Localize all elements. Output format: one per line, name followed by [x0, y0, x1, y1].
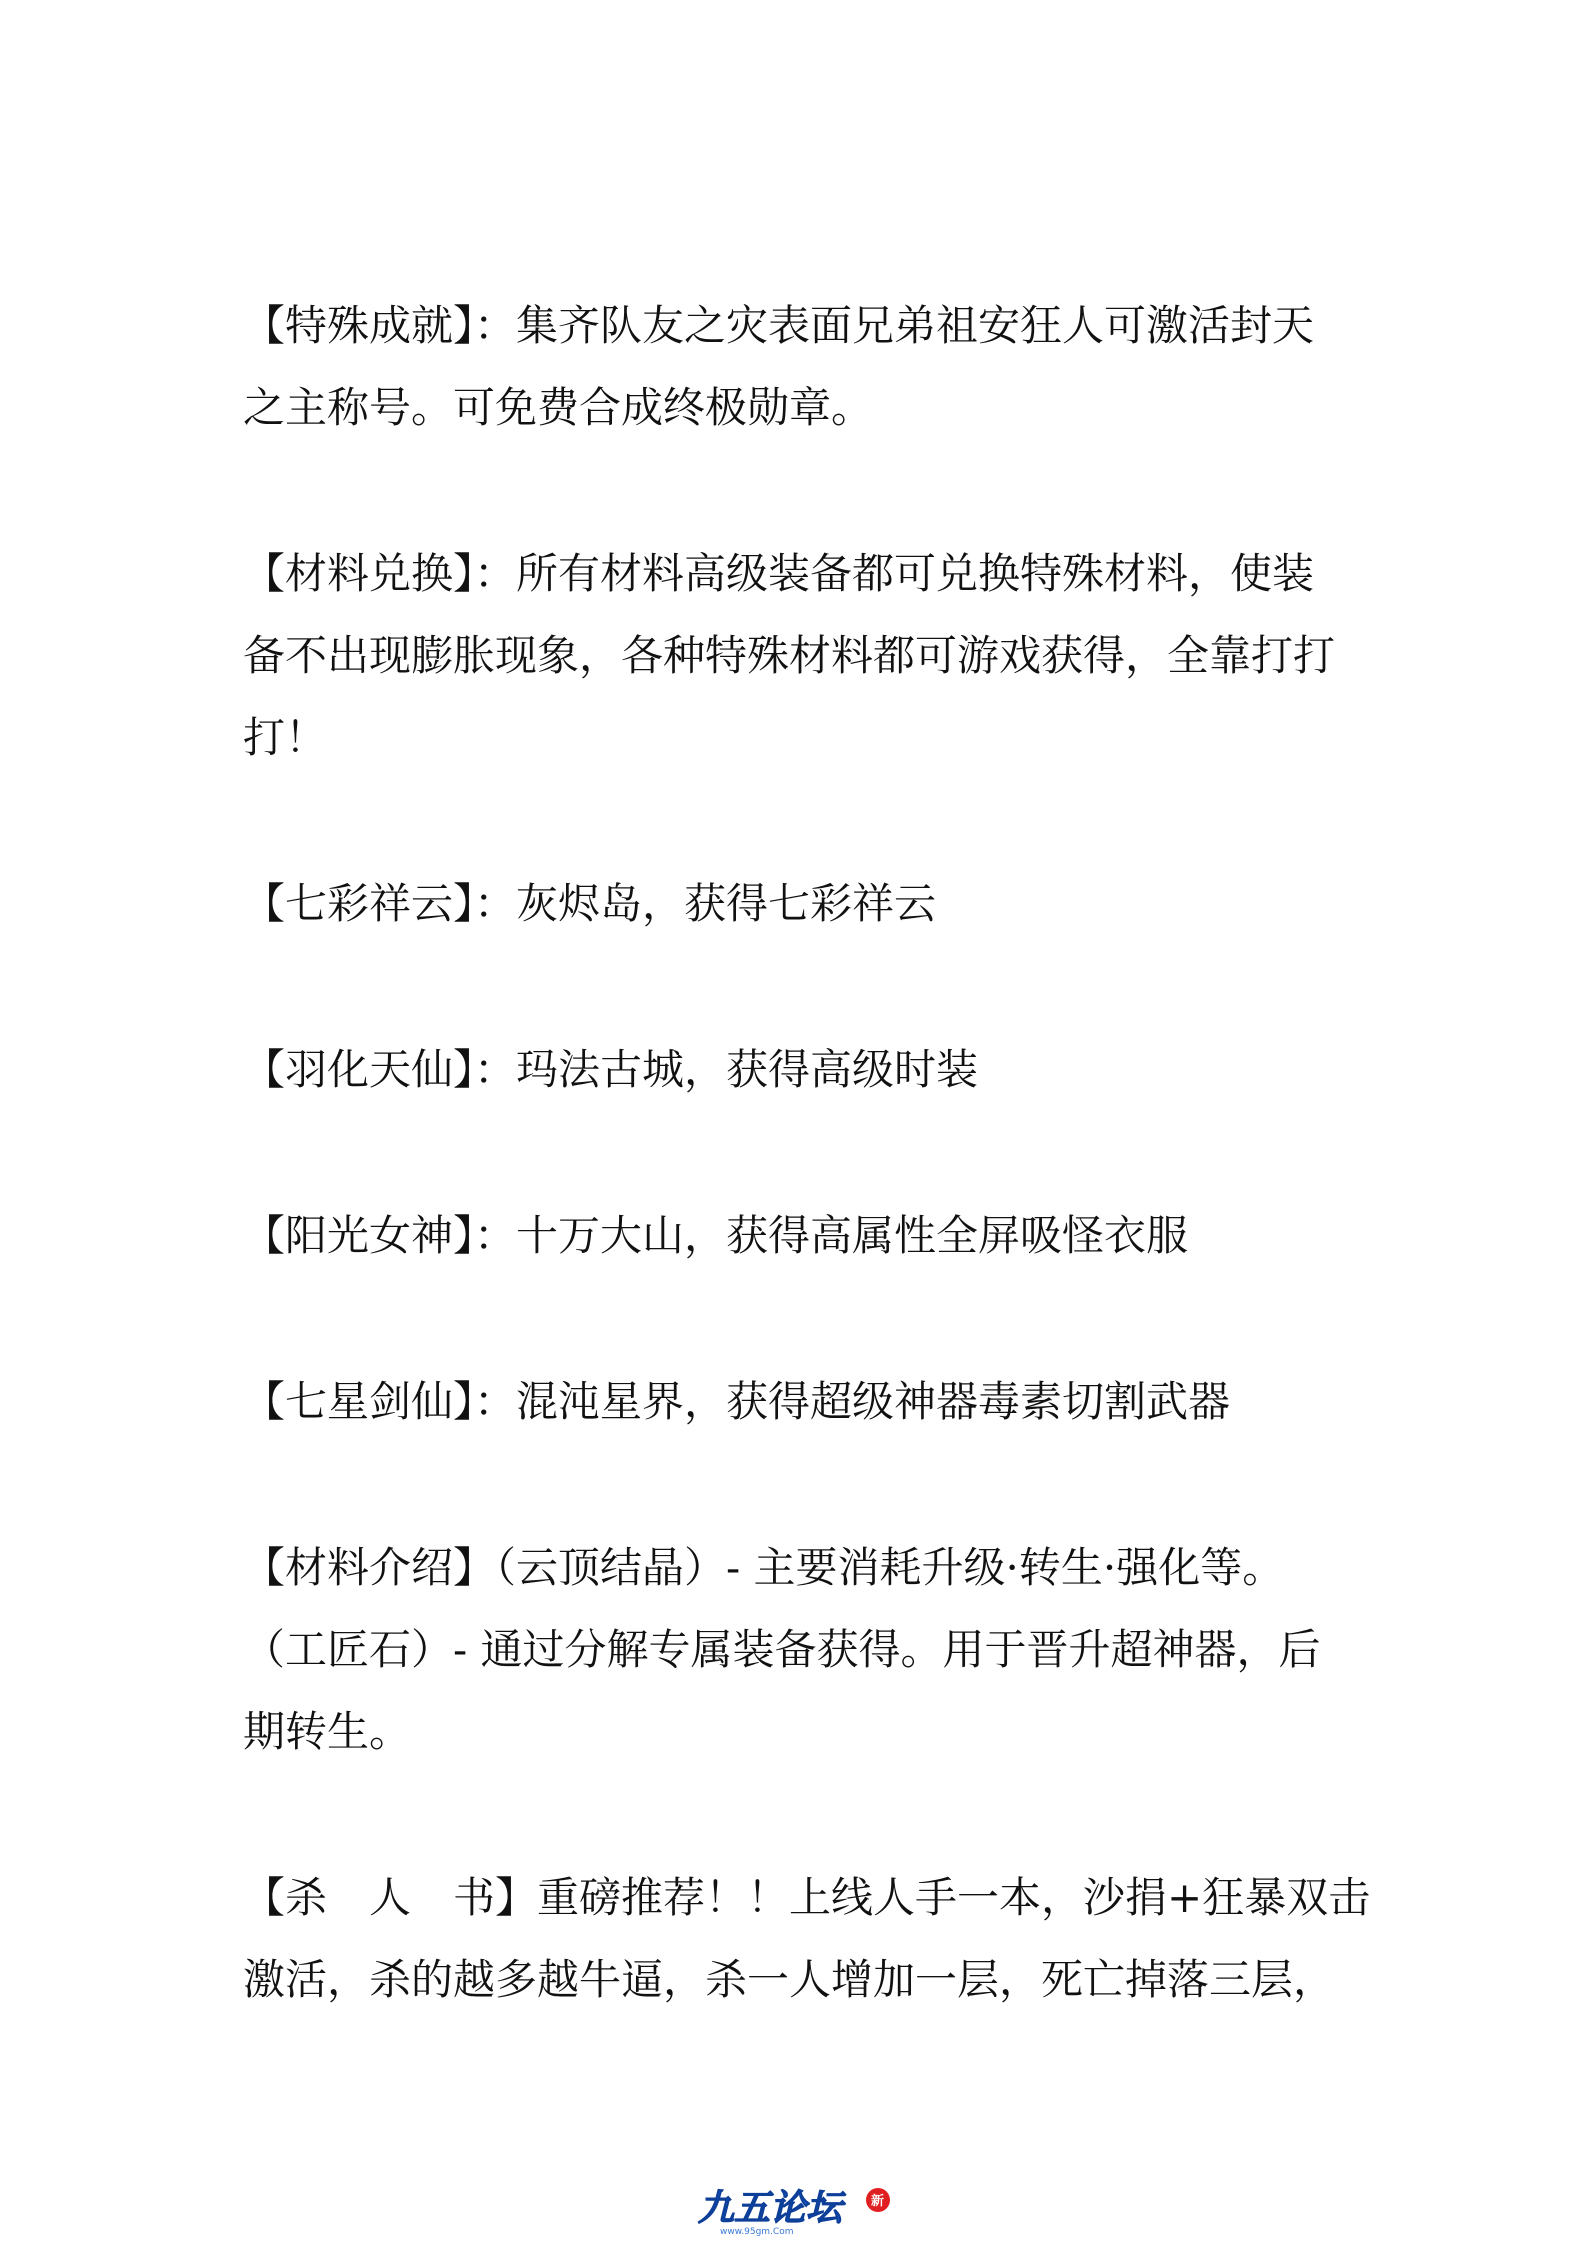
- text-line: 打！: [243, 713, 328, 762]
- text-line: （工匠石）- 通过分解专属装备获得。用于晋升超神器，后: [243, 1625, 1321, 1674]
- svg-text:www.95gm.Com: www.95gm.Com: [720, 2227, 794, 2237]
- logo-icon: [690, 2180, 910, 2240]
- text-line: 【阳光女神】：十万大山，获得高属性全屏吸怪衣服: [243, 1211, 1189, 1260]
- text-line: 【七彩祥云】：灰烬岛，获得七彩祥云: [243, 879, 937, 928]
- paragraph-seven-star-sword: [243, 1361, 1353, 1443]
- paragraph-feather-immortal: [243, 1029, 1353, 1111]
- text-line: 【杀 人 书】重磅推荐！！上线人手一本，沙捐+狂暴双击: [243, 1873, 1371, 1922]
- site-logo-watermark: [690, 2180, 910, 2240]
- text-line: 之主称号。可免费合成终极勋章。: [243, 383, 874, 432]
- text-line: 【七星剑仙】：混沌星界，获得超级神器毒素切割武器: [243, 1377, 1231, 1426]
- paragraph-special-achievement: [243, 285, 1353, 449]
- text-line: 备不出现膨胀现象，各种特殊材料都可游戏获得，全靠打打: [243, 631, 1336, 680]
- paragraph-material-exchange: [243, 533, 1353, 779]
- paragraph-sun-goddess: [243, 1195, 1353, 1277]
- document-body: [243, 285, 1371, 2021]
- text-line: 【特殊成就】：集齐队友之灾表面兄弟祖安狂人可激活封天: [243, 301, 1315, 350]
- svg-text:新: 新: [871, 2194, 885, 2209]
- text-line: 激活，杀的越多越牛逼，杀一人增加一层，死亡掉落三层，: [243, 1955, 1336, 2004]
- text-line: 【材料介绍】（云顶结晶）- 主要消耗升级·转生·强化等。: [243, 1543, 1285, 1592]
- text-line: 【羽化天仙】：玛法古城，获得高级时装: [243, 1045, 979, 1094]
- text-line: 【材料兑换】：所有材料高级装备都可兑换特殊材料，使装: [243, 549, 1315, 598]
- paragraph-material-intro: [243, 1527, 1353, 1773]
- text-line: 期转生。: [243, 1707, 412, 1756]
- svg-text:九五论坛: 九五论坛: [698, 2188, 843, 2229]
- paragraph-colorful-cloud: [243, 863, 1353, 945]
- paragraph-kill-book: [243, 1857, 1371, 2021]
